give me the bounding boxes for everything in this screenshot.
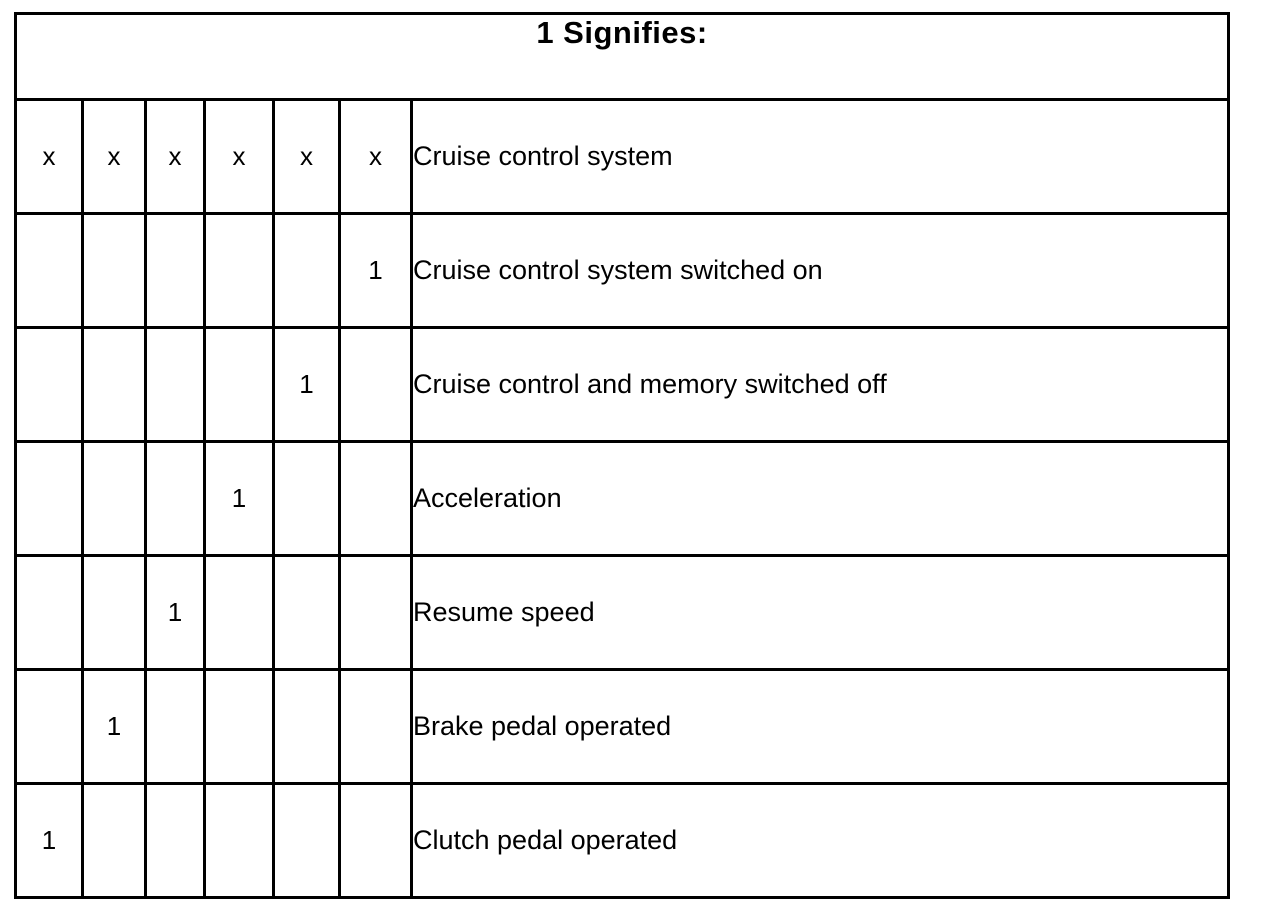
bit-cell-6 bbox=[340, 328, 412, 442]
bit-cell-3 bbox=[146, 442, 205, 556]
bit-cell-5 bbox=[274, 442, 340, 556]
bit-cell-4 bbox=[205, 214, 274, 328]
bit-cell-5 bbox=[274, 670, 340, 784]
bit-cell-1: x bbox=[16, 100, 83, 214]
table-row bbox=[16, 670, 1229, 784]
bit-cell-3 bbox=[146, 328, 205, 442]
bit-cell-2: x bbox=[83, 100, 146, 214]
title-row bbox=[16, 14, 1229, 100]
description-cell: Resume speed bbox=[412, 556, 1229, 670]
table-row bbox=[16, 442, 1229, 556]
bit-cell-5: x bbox=[274, 100, 340, 214]
bit-cell-1 bbox=[16, 670, 83, 784]
bit-cell-6 bbox=[340, 442, 412, 556]
header-row bbox=[16, 100, 1229, 214]
bit-cell-6 bbox=[340, 670, 412, 784]
bit-cell-6 bbox=[340, 556, 412, 670]
bit-cell-2 bbox=[83, 214, 146, 328]
bit-cell-1 bbox=[16, 556, 83, 670]
description-cell: Cruise control system bbox=[412, 100, 1229, 214]
bit-cell-5: 1 bbox=[274, 328, 340, 442]
bit-cell-4: x bbox=[205, 100, 274, 214]
bit-cell-3 bbox=[146, 784, 205, 898]
bit-cell-3: x bbox=[146, 100, 205, 214]
bit-cell-4: 1 bbox=[205, 442, 274, 556]
table-row bbox=[16, 214, 1229, 328]
description-cell: Brake pedal operated bbox=[412, 670, 1229, 784]
table-row bbox=[16, 556, 1229, 670]
bit-cell-6 bbox=[340, 784, 412, 898]
bit-cell-2 bbox=[83, 556, 146, 670]
bit-cell-1 bbox=[16, 214, 83, 328]
bit-cell-5 bbox=[274, 556, 340, 670]
description-cell: Cruise control and memory switched off bbox=[412, 328, 1229, 442]
bit-cell-4 bbox=[205, 556, 274, 670]
bit-cell-3 bbox=[146, 670, 205, 784]
bit-cell-6: x bbox=[340, 100, 412, 214]
bit-cell-4 bbox=[205, 670, 274, 784]
bit-cell-1 bbox=[16, 442, 83, 556]
bit-cell-3: 1 bbox=[146, 556, 205, 670]
description-cell: Clutch pedal operated bbox=[412, 784, 1229, 898]
bit-cell-6: 1 bbox=[340, 214, 412, 328]
bit-cell-1: 1 bbox=[16, 784, 83, 898]
bit-cell-3 bbox=[146, 214, 205, 328]
bit-cell-2 bbox=[83, 784, 146, 898]
bit-cell-2 bbox=[83, 442, 146, 556]
description-cell: Cruise control system switched on bbox=[412, 214, 1229, 328]
table-row bbox=[16, 328, 1229, 442]
bit-cell-2: 1 bbox=[83, 670, 146, 784]
bit-cell-1 bbox=[16, 328, 83, 442]
bit-cell-2 bbox=[83, 328, 146, 442]
bit-cell-4 bbox=[205, 784, 274, 898]
cruise-control-code-table bbox=[14, 12, 1230, 899]
bit-cell-5 bbox=[274, 214, 340, 328]
bit-cell-5 bbox=[274, 784, 340, 898]
description-cell: Acceleration bbox=[412, 442, 1229, 556]
bit-cell-4 bbox=[205, 328, 274, 442]
table-row bbox=[16, 784, 1229, 898]
table-title: 1 Signifies: bbox=[16, 14, 1229, 100]
